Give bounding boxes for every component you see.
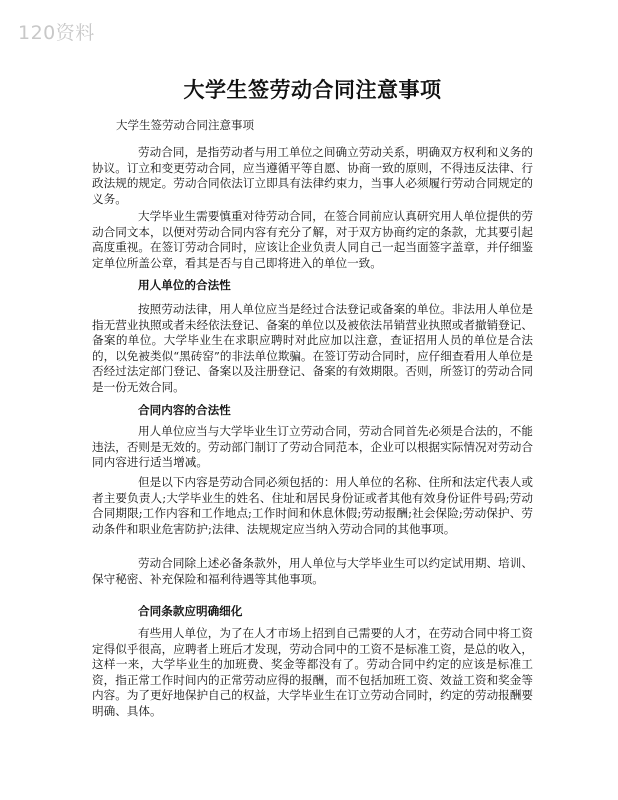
section-heading-content-legality: 合同内容的合法性 <box>138 403 231 417</box>
paragraph-caution: 大学毕业生需要慎重对待劳动合同，在签合同前应认真研究用人单位提供的劳动合同文本，以便对劳动合同内容有充分了解，对于双方协商约定的条款，尤其要引起高度重视。在签订劳动合同时，应该让企业负责人同自己一起当面签字盖章，并仔细鉴定单位所盖公章，看其是否与自己即将进入的单位一致。 <box>92 209 533 270</box>
document-title: 大学生签劳动合同注意事项 <box>183 77 442 102</box>
paragraph-optional-clauses: 劳动合同除上述必备条款外，用人单位与大学毕业生可以约定试用期、培训、保守秘密、补充保险和福利待遇等其他事项。 <box>92 556 533 586</box>
document-subtitle: 大学生签劳动合同注意事项 <box>116 118 254 132</box>
paragraph-employer-legality: 按照劳动法律，用人单位应当是经过合法登记或备案的单位。非法用人单位是指无营业执照或者未经依法登记、备案的单位以及被依法吊销营业执照或者撤销登记、备案的单位。大学毕业生在求职应聘时对此应加以注意，查证招用人员的单位是合法的，以免被类似“黑砖窑”的非法单位欺骗。在签订劳动合同时，应仔细查看用人单位是否经过法定部门登记、备案以及注册登记、备案的有效期限。否则，所签订的劳动合同是一份无效合同。 <box>92 302 533 394</box>
paragraph-explicit-terms: 有些用人单位，为了在人才市场上招到自己需要的人才，在劳动合同中将工资定得似乎很高，应聘者上班后才发现，劳动合同中的工资不是标准工资，是总的收入，这样一来，大学毕业生的加班费、奖金等都没有了。劳动合同中约定的应该是标准工资，指正常工作时间内的正常劳动应得的报酬，而不包括加班工资、效益工资和奖金等内容。为了更好地保护自己的权益，大学毕业生在订立劳动合同时，约定的劳动报酬要明确、具体。 <box>92 626 533 718</box>
section-heading-explicit-terms: 合同条款应明确细化 <box>138 604 243 618</box>
watermark: 120资料 <box>18 22 95 44</box>
paragraph-intro: 劳动合同，是指劳动者与用工单位之间确立劳动关系，明确双方权利和义务的协议。订立和变更劳动合同，应当遵循平等自愿、协商一致的原则，不得违反法律、行政法规的规定。劳动合同依法订立即具有法律约束力，当事人必须履行劳动合同规定的义务。 <box>92 145 533 206</box>
paragraph-content-legality: 用人单位应当与大学毕业生订立劳动合同，劳动合同首先必须是合法的，不能违法，否则是无效的。劳动部门制订了劳动合同范本，企业可以根据实际情况对劳动合同内容进行适当增减。 <box>92 424 533 469</box>
section-heading-employer-legality: 用人单位的合法性 <box>138 278 231 292</box>
paragraph-required-clauses: 但是以下内容是劳动合同必须包括的：用人单位的名称、住所和法定代表人或者主要负责人;大学毕业生的姓名、住址和居民身份证或者其他有效身份证件号码;劳动合同期限;工作内容和工作地点;工作时间和休息休假;劳动报酬;社会保险;劳动保护、劳动条件和职业危害防护;法律、法规规定应当纳入劳动合同的其他事项。 <box>92 475 533 536</box>
